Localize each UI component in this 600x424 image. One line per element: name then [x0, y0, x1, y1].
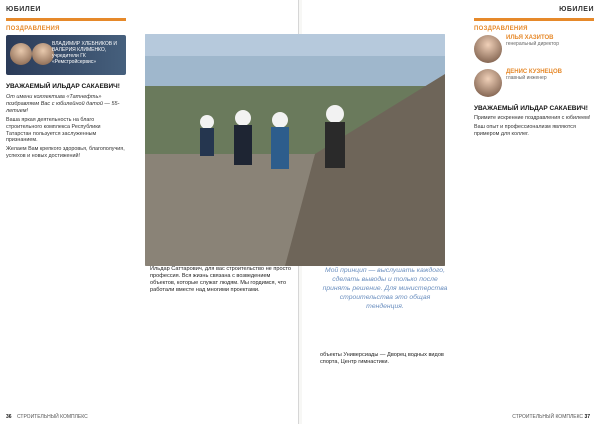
- headline-left: УВАЖАЕМЫЙ ИЛЬДАР САКАЕВИЧ!: [6, 83, 120, 90]
- orange-rule-left: [6, 18, 126, 21]
- footer-text-left: СТРОИТЕЛЬНЫЙ КОМПЛЕКС: [16, 414, 88, 420]
- page-number-left: 36: [6, 414, 12, 420]
- body-right-2: Ваш опыт и профессионализм являются примером для коллег.: [474, 123, 576, 137]
- footer-left: [6, 414, 88, 420]
- body-right-1: Примите искренние поздравления с юбилеем!: [474, 115, 591, 121]
- banner-names: ВЛАДИМИР ХЛЕБНИКОВ И ВАЛЕРИЯ КЛИМЕНКО, учредители ГК «Ремстройсервис»: [52, 41, 118, 65]
- footer-right: [512, 414, 594, 420]
- section-tag-right: ЮБИЛЕИ: [559, 6, 594, 13]
- person-name: ИЛЬЯ ХАЗИТОВ: [506, 35, 554, 41]
- left-sidebar: [6, 26, 126, 160]
- person-card: [474, 69, 594, 97]
- congrats-banner-left: [6, 35, 126, 75]
- photo-illustration: [145, 34, 445, 266]
- page-number-right: 37: [584, 414, 590, 420]
- right-column-text: объекты Универсиады — Дворец водных видов спорта, Центр гимнастики.: [320, 352, 444, 365]
- avatar-icon: [10, 43, 32, 65]
- avatar-icon: [32, 43, 54, 65]
- portrait-icon: [474, 35, 502, 63]
- sidebar-head-right: ПОЗДРАВЛЕНИЯ: [474, 26, 528, 32]
- person-role: генеральный директор: [506, 41, 559, 47]
- portrait-icon: [474, 69, 502, 97]
- footer-text-right: СТРОИТЕЛЬНЫЙ КОМПЛЕКС: [512, 414, 584, 420]
- right-sidebar: [474, 26, 594, 137]
- person-name: ДЕНИС КУЗНЕЦОВ: [506, 69, 562, 75]
- headline-right: УВАЖАЕМЫЙ ИЛЬДАР САКАЕВИЧ!: [474, 105, 588, 112]
- section-tag-left: ЮБИЛЕИ: [6, 6, 41, 13]
- person-role: главный инженер: [506, 75, 547, 81]
- sidebar-head-left: ПОЗДРАВЛЕНИЯ: [6, 26, 60, 32]
- intro-left: От имени коллектива «Татнефть» поздравляем Вас с юбилейной датой — 55-летием!: [6, 94, 120, 114]
- person-card: [474, 35, 594, 63]
- body-left-2: Желаем Вам крепкого здоровья, благополучия, успехов и новых достижений!: [6, 146, 125, 159]
- main-photo: [145, 34, 445, 266]
- pull-quote: Мой принцип — выслушать каждого, сделать выводы и только после принять решение. Для министерства строительства это общая тенденция.: [322, 267, 448, 310]
- photo-caption: Ильдар Саттарович, для вас строительство не просто профессия. Вся жизнь связана с возведением объектов, которые служат людям. Мы гордимся, что работали вместе над многими проектами.: [150, 266, 291, 293]
- orange-rule-right: [474, 18, 594, 21]
- body-left-1: Ваша яркая деятельность на благо строительного комплекса Республики Татарстан пользуется заслуженным признанием.: [6, 117, 101, 144]
